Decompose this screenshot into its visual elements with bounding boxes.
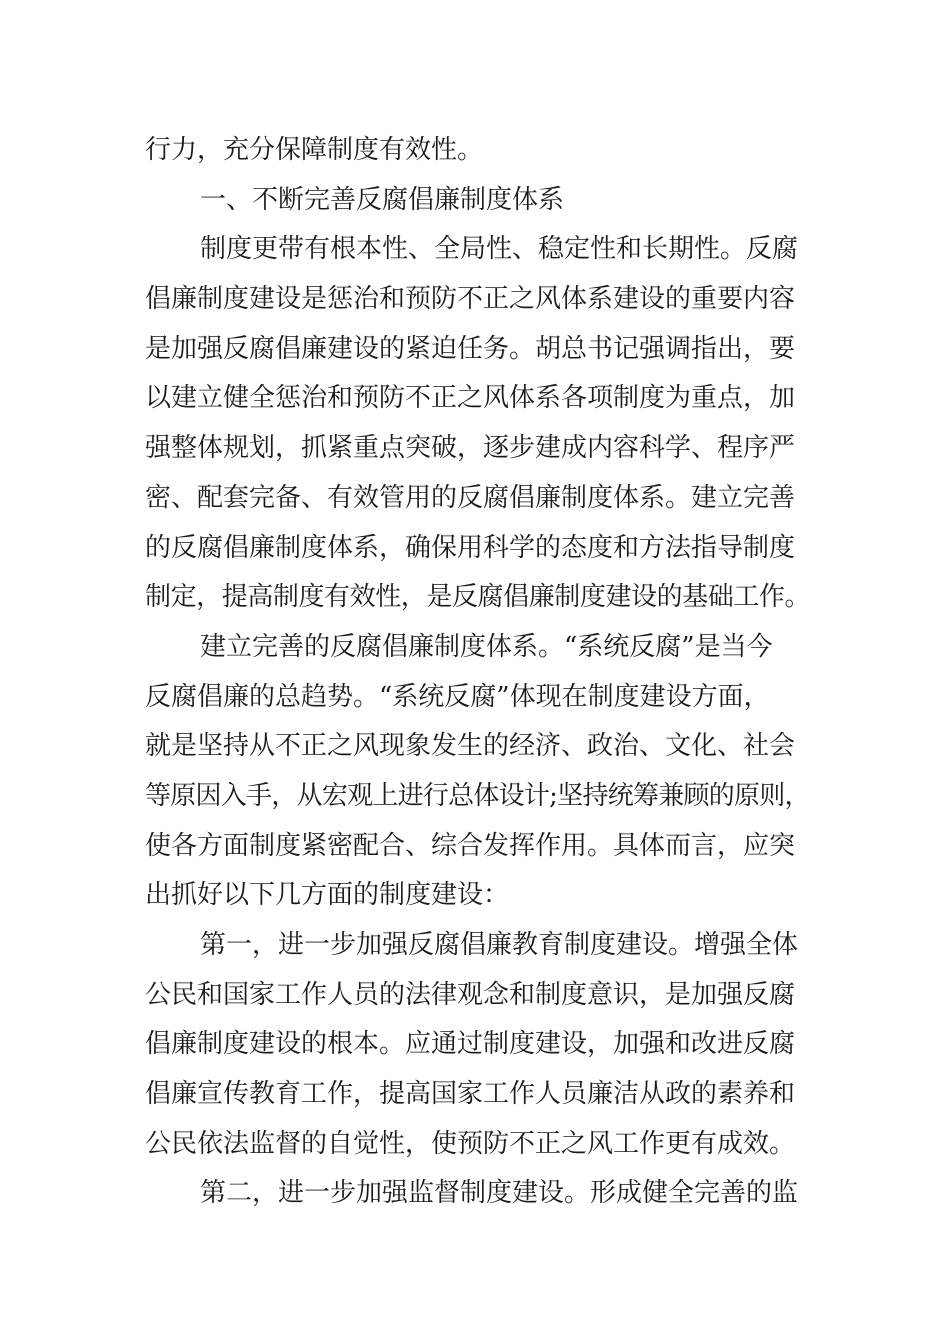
text-line: 倡廉宣传教育工作，提高国家工作人员廉洁从政的素养和 [145, 1079, 796, 1110]
text-line: 第二，进一步加强监督制度建设。形成健全完善的监 [200, 1178, 799, 1209]
text-line: 密、配套完备、有效管用的反腐倡廉制度体系。建立完善 [145, 482, 796, 513]
text-line: 的反腐倡廉制度体系，确保用科学的态度和方法指导制度 [145, 532, 796, 563]
text-line: 制定，提高制度有效性，是反腐倡廉制度建设的基础工作。 [145, 582, 811, 613]
text-line: 出抓好以下几方面的制度建设： [145, 880, 510, 911]
text-line: 以建立健全惩治和预防不正之风体系各项制度为重点，加 [145, 383, 796, 414]
text-line: 倡廉制度建设是惩治和预防不正之风体系建设的重要内容 [145, 284, 796, 315]
text-line: 公民依法监督的自觉性，使预防不正之风工作更有成效。 [145, 1128, 796, 1159]
text-line: 制度更带有根本性、全局性、稳定性和长期性。反腐 [200, 234, 799, 265]
text-line: 是加强反腐倡廉建设的紧迫任务。胡总书记强调指出，要 [145, 333, 796, 364]
text-line: 第一，进一步加强反腐倡廉教育制度建设。增强全体 [200, 930, 799, 960]
text-line: 等原因入手，从宏观上进行总体设计;坚持统筹兼顾的原则， [145, 780, 810, 811]
text-line: 就是坚持从不正之风现象发生的经济、政治、文化、社会 [145, 731, 796, 762]
text-line: 行力，充分保障制度有效性。 [145, 135, 484, 165]
text-line: 强整体规划，抓紧重点突破，逐步建成内容科学、程序严 [145, 433, 796, 464]
text-line: 使各方面制度紧密配合、综合发挥作用。具体而言，应突 [145, 830, 796, 861]
text-line: 一、不断完善反腐倡廉制度体系 [200, 184, 565, 215]
document-body [145, 126, 810, 1219]
text-line: 公民和国家工作人员的法律观念和制度意识，是加强反腐 [145, 979, 796, 1010]
text-line: 反腐倡廉的总趋势。“系统反腐”体现在制度建设方面， [145, 681, 770, 712]
text-line: 建立完善的反腐倡廉制度体系。“系统反腐”是当今 [200, 631, 773, 662]
text-line: 倡廉制度建设的根本。应通过制度建设，加强和改进反腐 [145, 1029, 796, 1060]
